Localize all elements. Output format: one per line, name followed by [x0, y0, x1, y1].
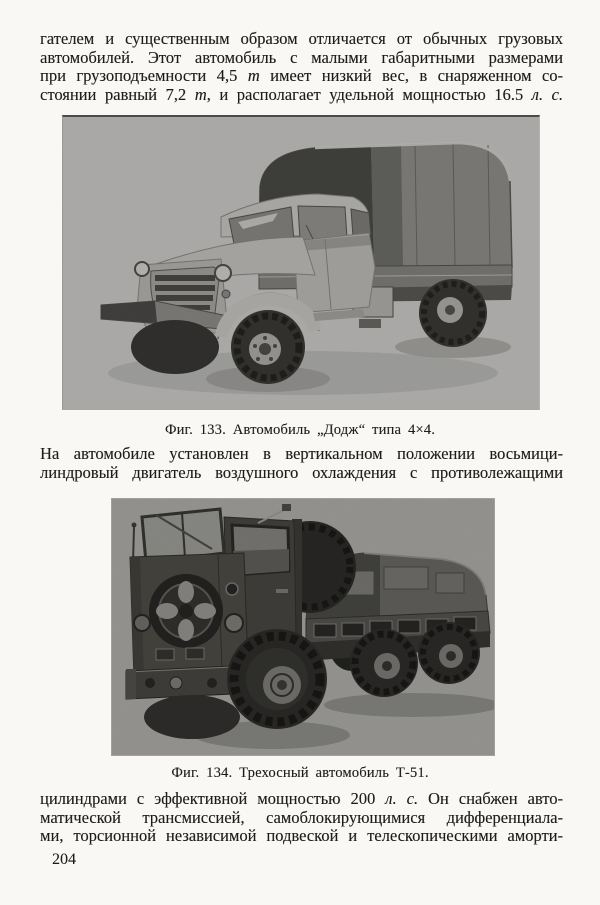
paragraph-bottom: цилиндрами с эффективной мощностью 200 л. с. Он снабжен авто- матической трансмиссией, самоблокирующимися дифференциала- ми, торсионной независимой подвеской и телескопическими аморти-: [40, 789, 563, 846]
figure-133-photo: [62, 115, 540, 410]
dodge-truck-illustration: [63, 117, 539, 409]
paragraph-top: гателем и существенным образом отличается от обычных грузовых автомобилей. Этот автомобиль с малыми габаритными размерами при грузоподъемности 4,5 т имеет низкий вес, в снаряженном со- стоянии равный 7,2 т, и располагает удельной мощностью 16.5 л. с.: [40, 29, 563, 104]
figure-134-photo: [111, 498, 495, 756]
t51-truck-illustration: [112, 499, 494, 755]
paragraph-middle: На автомобиле установлен в вертикальном положении восьмици- линдровый двигатель воздушного охлаждения с противолежащими: [40, 444, 563, 482]
page-number: 204: [52, 851, 76, 868]
figure-133-caption: Фиг. 133. Автомобиль „Додж“ типа 4×4.: [164, 422, 436, 438]
figure-134-caption: Фиг. 134. Трехосный автомобиль Т-51.: [171, 765, 429, 781]
